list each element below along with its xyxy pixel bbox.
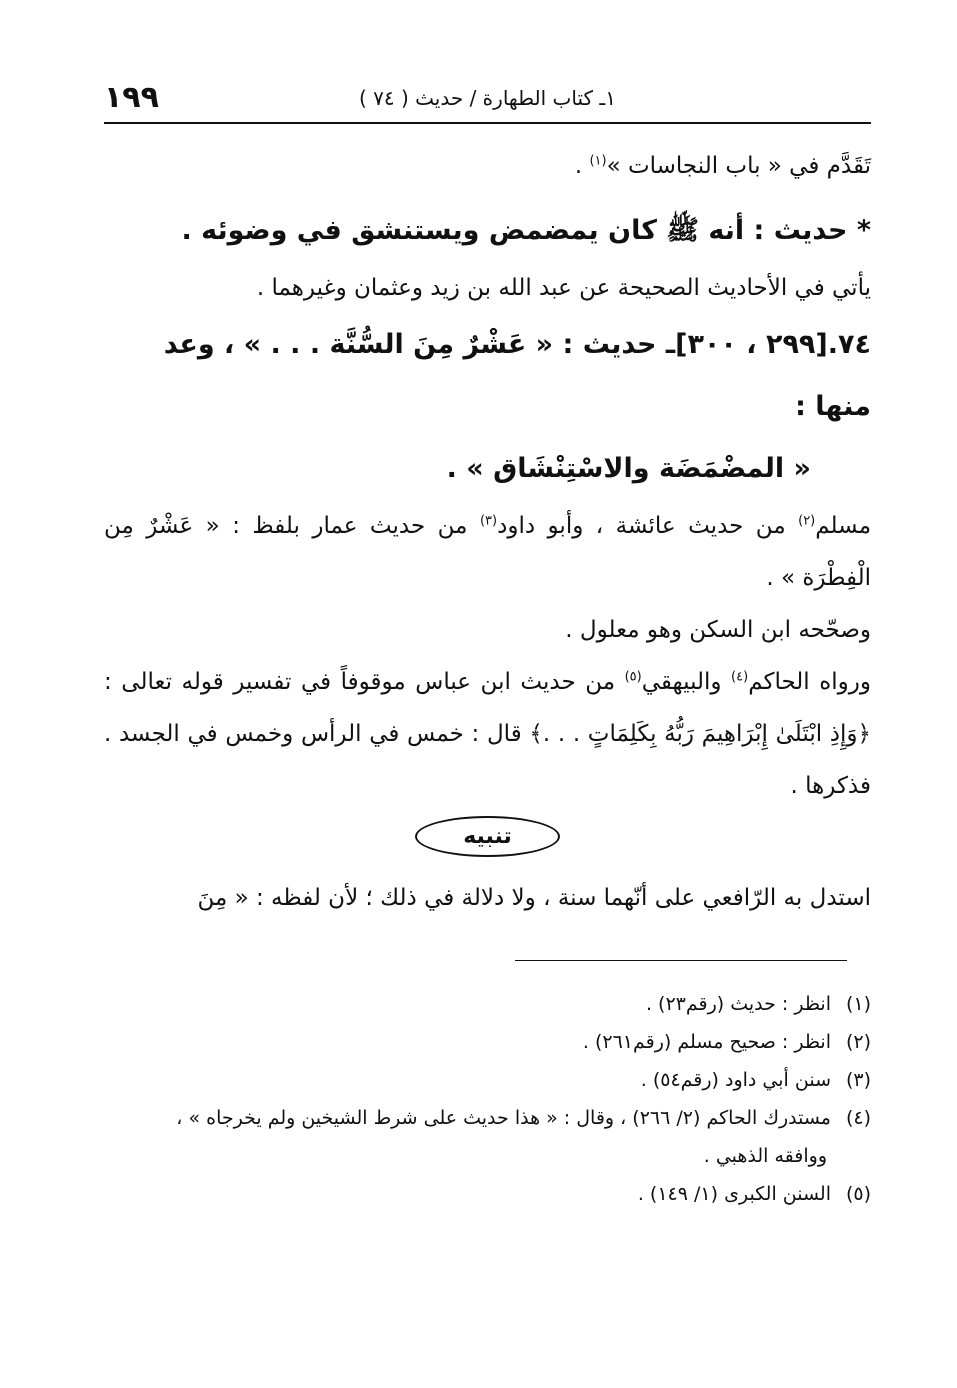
hadith-74-heading: ٧٤.[٢٩٩ ، ٣٠٠]ـ حديث : « عَشْرٌ مِنَ السُّنَّة . . . » ، وعد منها : [163, 329, 871, 422]
footnote-3: (٣)سنن أبي داود (رقم٥٤) . [640, 1069, 871, 1091]
notice-label: تنبيه [415, 816, 560, 857]
footnote-ref-2[interactable]: (٢) [798, 513, 816, 529]
footnote-ref-4[interactable]: (٤) [731, 669, 749, 685]
running-head: ١ـ كتاب الطهارة / حديث ( ٧٤ ) [358, 86, 616, 110]
footnote-4-cont: ووافقه الذهبي . [703, 1145, 827, 1167]
main-text [104, 140, 871, 924]
paragraph-yati: يأتي في الأحاديث الصحيحة عن عبد الله بن زيد وعثمان وغيرهما . [256, 275, 871, 301]
paragraph-sahhahu: وصحّحه ابن السكن وهو معلول . [565, 617, 871, 643]
page-header [104, 76, 871, 120]
footnote-ref-3[interactable]: (٣) [479, 513, 498, 529]
footnote-1: (١)انظر : حديث (رقم٢٣) . [645, 993, 871, 1015]
notice-box [104, 816, 871, 872]
page-number: ١٩٩ [104, 80, 159, 115]
paragraph-istadalla: استدل به الرّافعي على أنّهما سنة ، ولا دلالة في ذلك ؛ لأن لفظه : « مِنَ [197, 885, 871, 911]
paragraph-intro: تَقَدَّم في « باب النجاسات »$^{(١)}$ . [574, 153, 871, 179]
hadith-heading: * حديث : أنه ﷺ كان يمضمض ويستنشق في وضوئه . [181, 215, 871, 246]
footnote-ref-5[interactable]: (٥) [624, 669, 642, 685]
footnotes [104, 985, 871, 1213]
footnote-2: (٢)انظر : صحيح مسلم (رقم٢٦١) . [582, 1031, 871, 1053]
header-rule [104, 122, 871, 124]
footnote-ref-1[interactable]: (١) [589, 153, 607, 169]
footnote-4: (٤)مستدرك الحاكم (٢/ ٢٦٦) ، وقال : « هذا حديث على شرط الشيخين ولم يخرجاه » ، [176, 1107, 871, 1129]
hadith-74-heading-cont: « المضْمَضَة والاسْتِنْشَاق » . [446, 453, 811, 484]
footnote-rule [515, 960, 847, 961]
footnote-5: (٥)السنن الكبرى (١/ ١٤٩) . [637, 1183, 871, 1205]
paragraph-muslim: مسلم$^{(٢)}$ من حديث عائشة ، وأبو داود$^{(٣)}$ من حديث عمار بلفظ : « عَشْرٌ مِن الْفِطْرَة » . [104, 513, 872, 591]
paragraph-hakim: ورواه الحاكم$^{(٤)}$ والبيهقي$^{(٥)}$ من حديث ابن عباس موقوفاً في تفسير قوله تعالى : ﴿وَإِذِ ابْتَلَىٰ إِبْرَاهِيمَ رَبُّهُ بِكَلِمَاتٍ . . .﴾ قال : خمس في الرأس وخمس في الجسد . فذكرها . [104, 669, 871, 799]
